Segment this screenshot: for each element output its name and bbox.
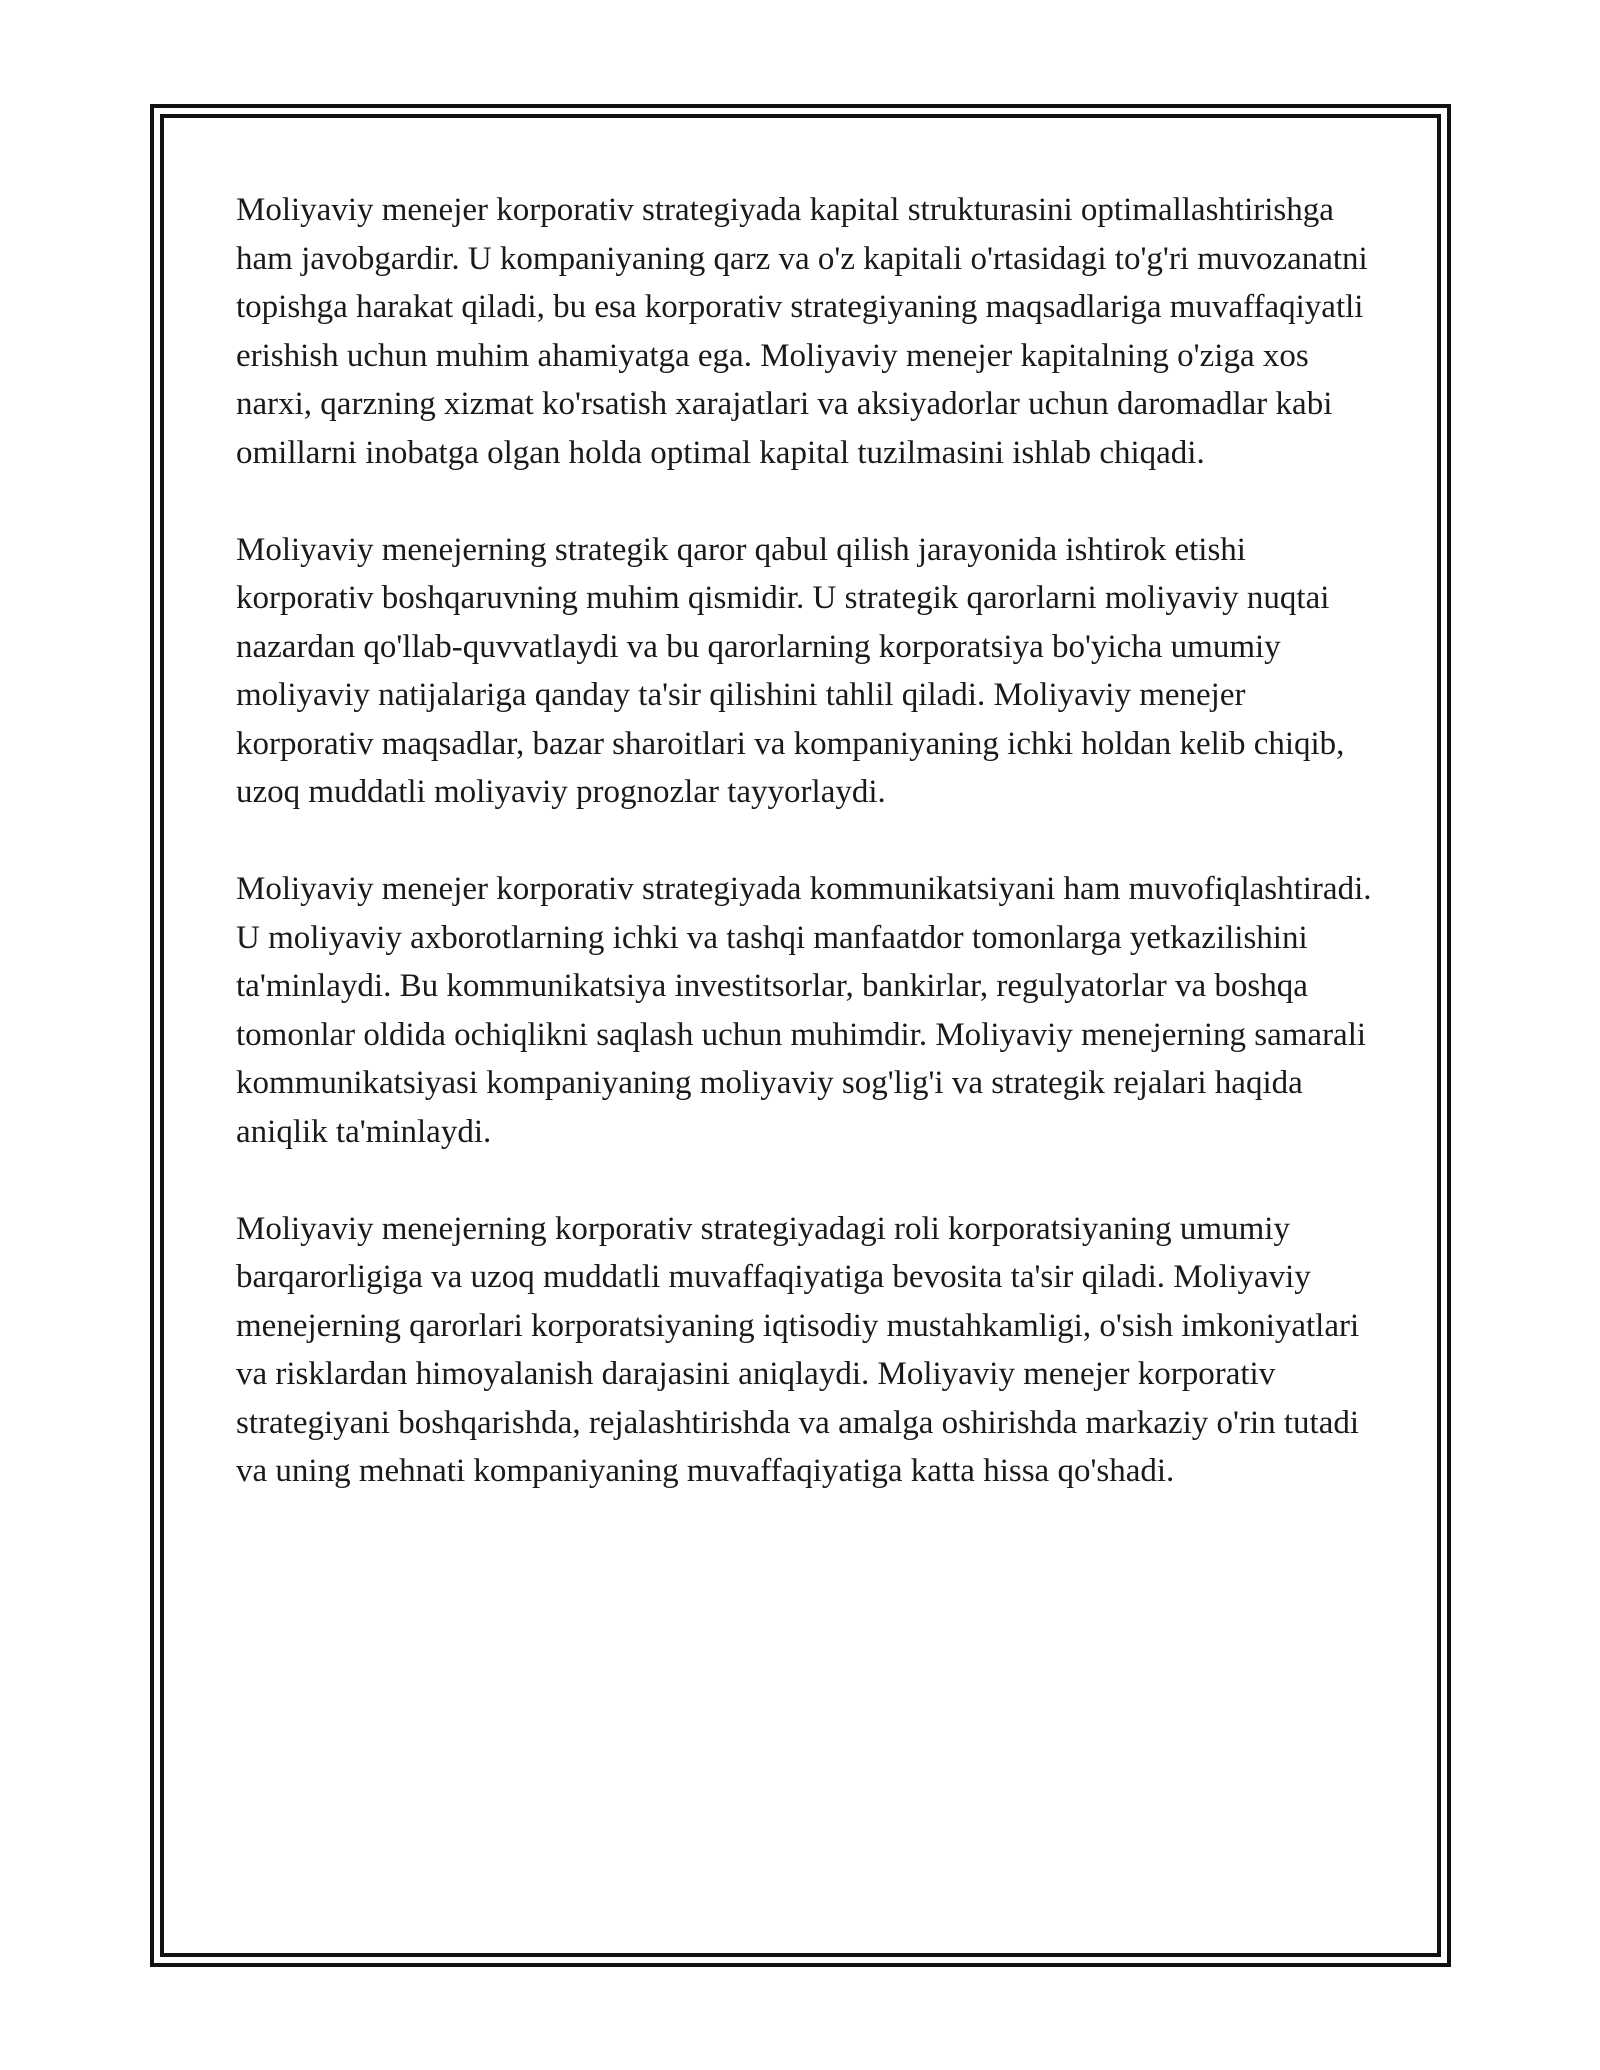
paragraph-2: Moliyaviy menejerning strategik qaror qabul qilish jarayonida ishtirok etishi korporativ boshqaruvning muhim qismidir. U strategik qarorlarni moliyaviy nuqtai nazardan qo'llab-quvvatlaydi va bu qarorlarning korporatsiya bo'yicha umumiy moliyaviy natijalariga qanday ta'sir qilishini tahlil qiladi. Moliyaviy menejer korporativ maqsadlar, bazar sharoitlari va kompaniyaning ichki holdan kelib chiqib, uzoq muddatli moliyaviy prognozlar tayyorlaydi.: [236, 531, 1345, 810]
paragraph-1: Moliyaviy menejer korporativ strategiyada kapital strukturasini optimallashtirishga ham javobgardir. U kompaniyaning qarz va o'z kapitali o'rtasidagi to'g'ri muvozanatni topishga harakat qiladi, bu esa korporativ strategiyaning maqsadlariga muvaffaqiyatli erishish uchun muhim ahamiyatga ega. Moliyaviy menejer kapitalning o'ziga xos narxi, qarzning xizmat ko'rsatish xarajatlari va aksiyadorlar uchun daromadlar kabi omillarni inobatga olgan holda optimal kapital tuzilmasini ishlab chiqadi.: [236, 192, 1368, 471]
paragraph-3: Moliyaviy menejer korporativ strategiyada kommunikatsiyani ham muvofiqlashtiradi. U moliyaviy axborotlarning ichki va tashqi manfaatdor tomonlarga yetkazilishini ta'minlaydi. Bu kommunikatsiya investitsorlar, bankirlar, regulyatorlar va boshqa tomonlar oldida ochiqlikni saqlash uchun muhimdir. Moliyaviy menejerning samarali kommunikatsiyasi kompaniyaning moliyaviy sog'lig'i va strategik rejalari haqida aniqlik ta'minlaydi.: [236, 871, 1372, 1150]
paragraph-4: Moliyaviy menejerning korporativ strategiyadagi roli korporatsiyaning umumiy barqarorligiga va uzoq muddatli muvaffaqiyatiga bevosita ta'sir qiladi. Moliyaviy menejerning qarorlari korporatsiyaning iqtisodiy mustahkamligi, o'sish imkoniyatlari va risklardan himoyalanish darajasini aniqlaydi. Moliyaviy menejer korporativ strategiyani boshqarishda, rejalashtirishda va amalga oshirishda markaziy o'rin tutadi va uning mehnati kompaniyaning muvaffaqiyatiga katta hissa qo'shadi.: [236, 1210, 1360, 1489]
document-body: [236, 186, 1386, 1544]
